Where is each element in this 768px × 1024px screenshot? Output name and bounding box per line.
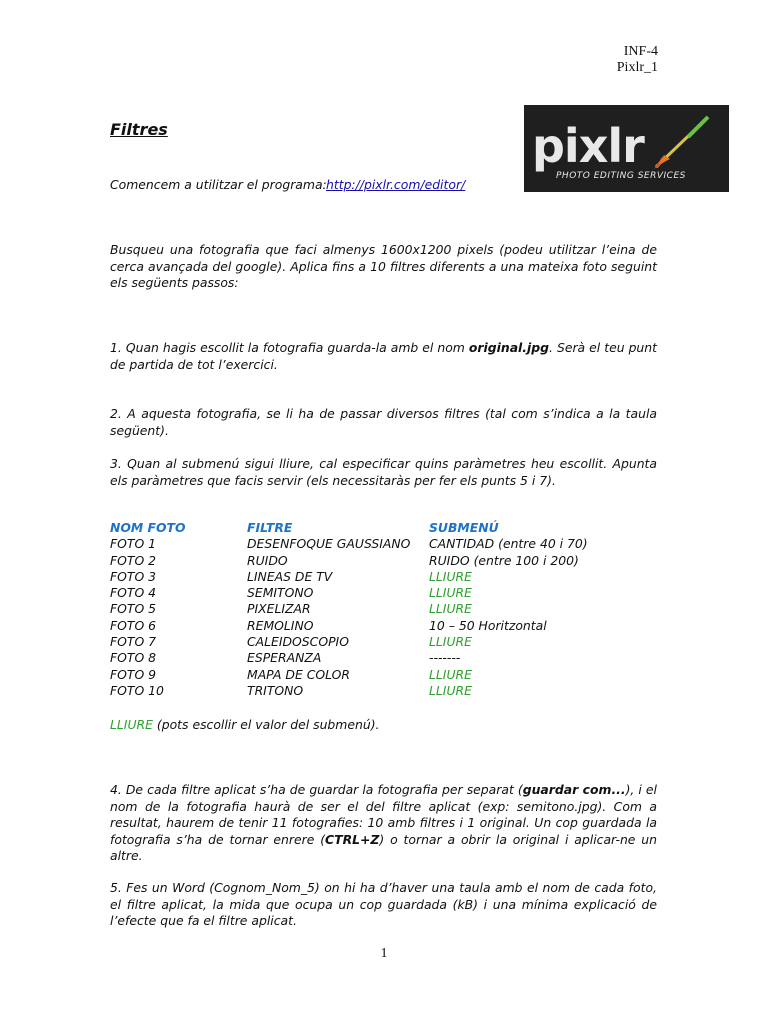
- cell-filter: TRITONO: [247, 682, 304, 698]
- step-2: 2. A aquesta fotografia, se li ha de passar diversos filtres (tal com s’indica a la taula següent).: [110, 406, 657, 438]
- cell-photo: FOTO 3: [110, 568, 157, 584]
- cell-photo: FOTO 1: [110, 536, 157, 552]
- step-1-text: 1. Quan hagis escollit la fotografia guarda-la amb el nom: [110, 340, 469, 355]
- pixlr-editor-link[interactable]: http://pixlr.com/editor/: [326, 177, 466, 192]
- pixlr-logo: [524, 105, 729, 192]
- header-submenu: SUBMENÚ: [429, 520, 499, 535]
- page-header: [617, 44, 658, 76]
- cell-filter: LINEAS DE TV: [247, 568, 333, 584]
- lliure-note-text: (pots escollir el valor del submenú).: [152, 717, 380, 732]
- cell-filter: ESPERANZA: [247, 650, 322, 666]
- lliure-note: [110, 717, 379, 732]
- cell-submenu: LLIURE: [429, 666, 472, 682]
- page-title: Filtres: [110, 120, 168, 139]
- step-5: 5. Fes un Word (Cognom_Nom_5) on hi ha d’haver una taula amb el nom de cada foto, el filtre aplicat, la mida que ocupa un cop guardada (kB) i una mínima explicació de l’efecte que fa el filtre aplicat.: [110, 880, 657, 928]
- step-4-text-c: ), i el nom de la fotografia haurà de ser el del filtre aplicat (exp: semitono.jpg). Com a resultat, haurem de tenir 11 fotografies: 10 amb filtres i 1 original. Un cop guardada la fotografia s’ha de tornar enrere (: [110, 782, 657, 847]
- step-3: 3. Quan al submenú sigui lliure, cal especificar quins paràmetres heu escollit. Apunta els paràmetres que facis servir (els necessitaràs per fer els punts 5 i 7).: [110, 456, 657, 488]
- cell-submenu: LLIURE: [429, 585, 472, 601]
- logo-wordmark: pixlr: [532, 119, 644, 173]
- cell-photo: FOTO 5: [110, 601, 157, 617]
- cell-filter: MAPA DE COLOR: [247, 666, 351, 682]
- cell-submenu: 10 – 50 Horitzontal: [429, 617, 547, 633]
- cell-filter: REMOLINO: [247, 617, 314, 633]
- page-number: 1: [380, 946, 388, 961]
- cell-photo: FOTO 9: [110, 666, 157, 682]
- lliure-label: LLIURE: [110, 717, 153, 732]
- paintbrush-icon: [652, 113, 714, 171]
- logo-tagline: PHOTO EDITING SERVICES: [556, 171, 686, 181]
- intro-paragraph: Busqueu una fotografia que faci almenys 1600x1200 pixels (podeu utilitzar l’eina de cerca avançada del google). Aplica fins a 10 filtres diferents a una mateixa foto seguint els següents passos:: [110, 242, 657, 290]
- cell-filter: CALEIDOSCOPIO: [247, 634, 349, 650]
- step-4-shortcut: CTRL+Z: [325, 831, 380, 847]
- intro-text: Comencem a utilitzar el programa:: [110, 177, 327, 192]
- step-4-text-a: 4. De cada filtre aplicat s’ha de guardar la fotografia per separat (: [110, 782, 523, 797]
- cell-photo: FOTO 7: [110, 634, 157, 650]
- cell-photo: FOTO 4: [110, 585, 157, 601]
- cell-photo: FOTO 2: [110, 552, 157, 568]
- cell-photo: FOTO 8: [110, 650, 157, 666]
- cell-submenu: LLIURE: [429, 568, 472, 584]
- header-nom-foto: NOM FOTO: [110, 520, 186, 535]
- step-4: [110, 782, 657, 865]
- cell-filter: SEMITONO: [247, 585, 314, 601]
- step-1-text-end: . Serà el teu punt de partida de tot l’exercici.: [110, 340, 657, 372]
- header-doc-id: Pixlr_1: [616, 60, 658, 75]
- cell-filter: RUIDO: [247, 552, 288, 568]
- cell-submenu: RUIDO (entre 100 i 200): [429, 552, 579, 568]
- cell-filter: DESENFOQUE GAUSSIANO: [247, 536, 411, 552]
- cell-submenu: -------: [429, 650, 461, 666]
- header-filtre: FILTRE: [247, 520, 293, 535]
- cell-submenu: LLIURE: [429, 601, 472, 617]
- cell-submenu: LLIURE: [429, 682, 472, 698]
- cell-photo: FOTO 10: [110, 682, 164, 698]
- cell-submenu: CANTIDAD (entre 40 i 70): [429, 536, 588, 552]
- cell-photo: FOTO 6: [110, 617, 157, 633]
- step-1-filename: original.jpg: [468, 340, 550, 355]
- cell-filter: PIXELIZAR: [247, 601, 311, 617]
- cell-submenu: LLIURE: [429, 634, 472, 650]
- step-4-save-as: guardar com...: [522, 782, 626, 797]
- header-course: INF-4: [623, 44, 658, 59]
- step-4-text-d: ) o tornar a obrir la original i aplicar-ne un altre.: [110, 831, 657, 863]
- step-1: [110, 340, 657, 373]
